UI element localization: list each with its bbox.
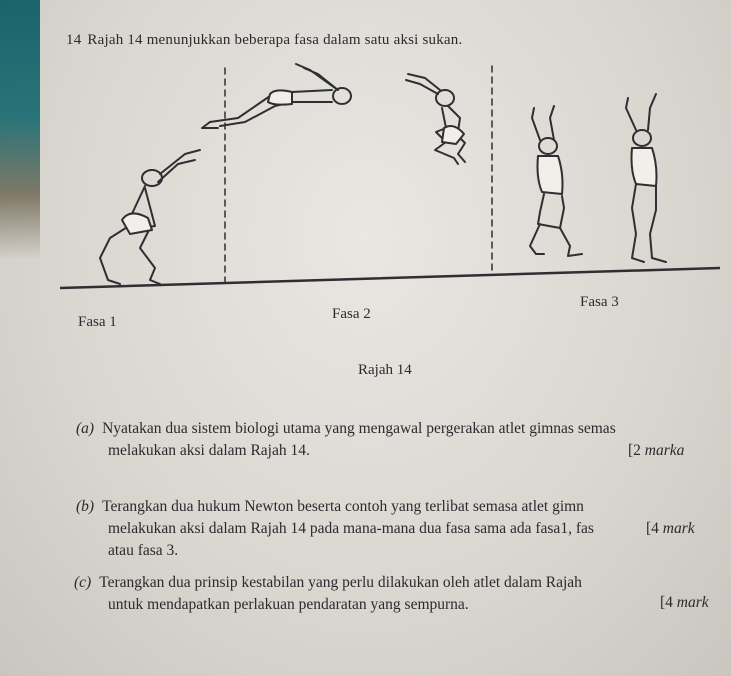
question-a-line2: melakukan aksi dalam Rajah 14. [108,442,310,459]
question-a-marks-word: marka [644,442,685,459]
question-c [74,572,582,616]
question-b-marks: [4 mark [646,520,695,537]
question-b-line1: Terangkan dua hukum Newton beserta contoh yang terlibat semasa atlet gimn [102,498,584,515]
phase-label-1: Fasa 1 [78,314,117,330]
question-c-marks-word: mark [676,594,709,611]
gymnast-figure [60,58,720,298]
question-a [78,418,616,462]
question-c-line1: Terangkan dua prinsip kestabilan yang perlu dilakukan oleh atlet dalam Rajah [99,574,582,591]
question-a-marks: [2 marka [628,442,685,459]
question-number: 14 [66,32,82,48]
question-intro: Rajah 14 menunjukkan beberapa fasa dalam satu aksi sukan. [87,32,463,48]
gymnast-phase-1 [100,150,200,284]
question-b [78,496,594,562]
figure-caption: Rajah 14 [358,362,412,378]
question-c-line2: untuk mendapatkan perlakuan pendaratan yang sempurna. [108,596,469,613]
question-b-letter: (b) [76,498,95,515]
question-b-line2: melakukan aksi dalam Rajah 14 pada mana-mana dua fasa sama ada fasa1, fas [108,520,594,537]
question-header [66,32,462,49]
gymnast-phase-3b [626,94,666,262]
ground-line [60,268,720,288]
gymnast-phase-3a [530,106,582,256]
phase-label-3: Fasa 3 [580,294,619,310]
phase-label-2: Fasa 2 [332,306,371,322]
question-a-letter: (a) [76,420,95,437]
desk-edge [0,0,40,260]
question-c-letter: (c) [74,574,92,591]
gymnast-illustration [60,58,720,298]
question-b-marks-word: mark [662,520,695,537]
question-c-marks: [4 mark [660,594,709,611]
question-b-line3: atau fasa 3. [108,542,179,559]
question-a-line1: Nyatakan dua sistem biologi utama yang mengawal pergerakan atlet gimnas semas [102,420,616,437]
gymnast-phase-2 [406,74,465,164]
